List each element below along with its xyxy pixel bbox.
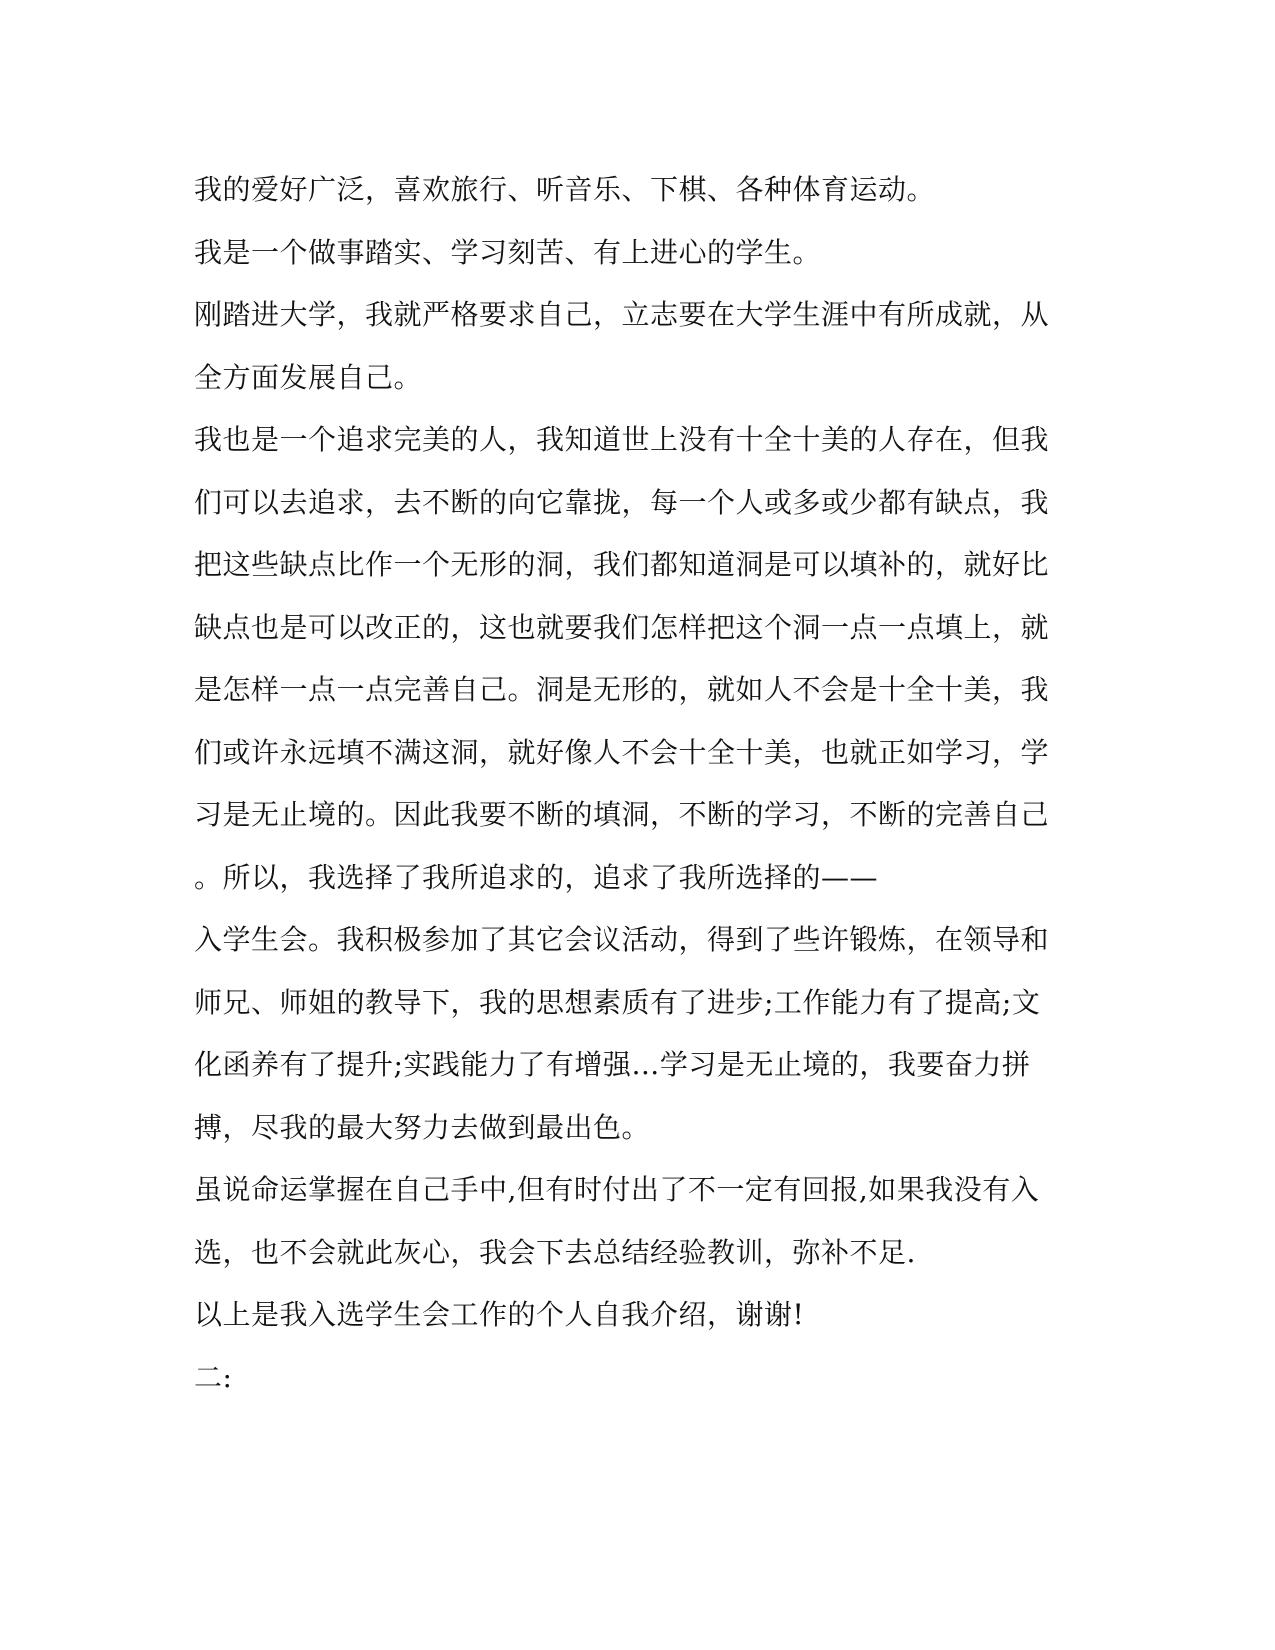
text-line: 我的爱好广泛，喜欢旅行、听音乐、下棋、各种体育运动。: [194, 173, 936, 206]
text-line: 我是一个做事踏实、学习刻苦、有上进心的学生。: [194, 236, 822, 269]
text-line: 选，也不会就此灰心，我会下去总结经验教训，弥补不足.: [194, 1236, 916, 1269]
text-line: 入学生会。我积极参加了其它会议活动，得到了些许锻炼，在领导和: [194, 923, 1050, 956]
text-line: 把这些缺点比作一个无形的洞，我们都知道洞是可以填补的，就好比: [194, 548, 1050, 581]
text-line: 们可以去追求，去不断的向它靠拢，每一个人或多或少都有缺点，我: [194, 486, 1050, 519]
text-line: 缺点也是可以改正的，这也就要我们怎样把这个洞一点一点填上，就: [194, 611, 1050, 644]
text-line: 师兄、师姐的教导下，我的思想素质有了进步;工作能力有了提高;文: [194, 986, 1041, 1019]
text-line: 以上是我入选学生会工作的个人自我介绍，谢谢!: [194, 1298, 805, 1331]
section-heading: 二:: [194, 1361, 233, 1394]
text-line: 搏，尽我的最大努力去做到最出色。: [194, 1111, 651, 1144]
text-line: 全方面发展自己。: [194, 361, 423, 394]
text-line: 们或许永远填不满这洞，就好像人不会十全十美，也就正如学习，学: [194, 736, 1050, 769]
text-line: 是怎样一点一点完善自己。洞是无形的，就如人不会是十全十美，我: [194, 673, 1050, 706]
text-line: 习是无止境的。因此我要不断的填洞，不断的学习，不断的完善自己: [194, 798, 1050, 831]
text-line: 我也是一个追求完美的人，我知道世上没有十全十美的人存在，但我: [194, 423, 1050, 456]
text-line: 。所以，我选择了我所追求的，追求了我所选择的——: [194, 861, 879, 894]
text-line: 虽说命运掌握在自己手中,但有时付出了不一定有回报,如果我没有入: [194, 1173, 1040, 1206]
text-line: 化函养有了提升;实践能力了有增强…学习是无止境的，我要奋力拼: [194, 1048, 1031, 1081]
text-line: 刚踏进大学，我就严格要求自己，立志要在大学生涯中有所成就，从: [194, 298, 1050, 331]
